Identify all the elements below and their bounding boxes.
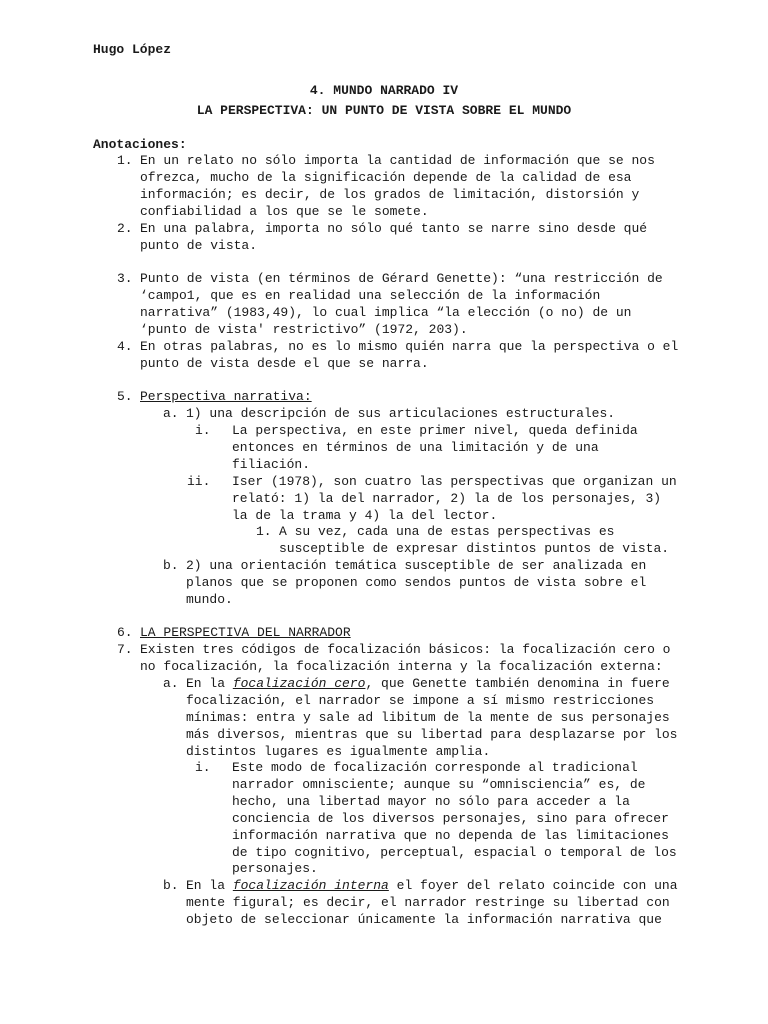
- list-number: 7.: [117, 642, 133, 657]
- list-item-line: confiabilidad a los que se le somete.: [140, 204, 429, 219]
- sublist-letter: a.: [163, 676, 179, 691]
- author-name: Hugo López: [93, 42, 172, 57]
- roman-item-line: información narrativa que no dependa de las limitaciones: [232, 828, 669, 843]
- list-number: 3.: [117, 271, 133, 286]
- sublist-letter: b.: [163, 878, 179, 893]
- term-focalizacion-interna: focalización interna: [232, 878, 389, 893]
- list-item-line: información; es decir, de los grados de limitación, distorsión y: [140, 187, 640, 202]
- roman-item-line: conciencia de los diversos personajes, sino para ofrecer: [232, 811, 669, 826]
- list-item-line: En otras palabras, no es lo mismo quién narra que la perspectiva o el: [140, 339, 679, 354]
- roman-item-line: entonces en términos de una limitación y de una: [232, 440, 599, 455]
- list-item-line: no focalización, la focalización interna y la focalización externa:: [140, 659, 663, 674]
- sublist-text: En la: [186, 676, 233, 691]
- sublist-line: planos que se proponen como sendos puntos de vista sobre el: [186, 575, 647, 590]
- roman-item-line: hecho, una libertad mayor no sólo para acceder a la: [232, 794, 630, 809]
- nested-number: 1.: [256, 524, 272, 539]
- list-item-line: punto de vista desde el que se narra.: [140, 356, 429, 371]
- list-number: 6.: [117, 625, 133, 640]
- list-item-line: En un relato no sólo importa la cantidad de información que se nos: [140, 153, 655, 168]
- roman-item-line: de tipo cognitivo, perceptual, espacial o temporal de los: [232, 845, 677, 860]
- sublist-line: objeto de seleccionar únicamente la información narrativa que: [186, 912, 662, 927]
- sublist-line: [186, 878, 678, 894]
- list-item-line: Existen tres códigos de focalización básicos: la focalización cero o: [140, 642, 671, 657]
- sublist-line: 2) una orientación temática susceptible de ser analizada en: [186, 558, 647, 573]
- roman-item-line: filiación.: [232, 457, 311, 472]
- list-number: 2.: [117, 221, 133, 236]
- sublist-letter: b.: [163, 558, 179, 573]
- roman-item-line: Este modo de focalización corresponde al tradicional: [232, 760, 638, 775]
- sublist-text: , que Genette también denomina in fuere: [365, 676, 670, 691]
- sublist-line: 1) una descripción de sus articulaciones estructurales.: [186, 406, 616, 421]
- list-item-line: punto de vista.: [140, 238, 258, 253]
- sublist-letter: a.: [163, 406, 179, 421]
- sublist-line: distintos lugares es igualmente amplia.: [186, 744, 491, 759]
- list-item-line: En una palabra, importa no sólo qué tanto se narre sino desde qué: [140, 221, 648, 236]
- list-item-line: ‘campo1, que es en realidad una selección de la información: [140, 288, 601, 303]
- sublist-line: mundo.: [186, 592, 233, 607]
- roman-item-line: narrador omnisciente; aunque su “omnisciencia” es, de: [232, 777, 646, 792]
- roman-numeral: i.: [195, 423, 211, 438]
- sublist-line: focalización, el narrador se impone a sí mismo restricciones: [186, 693, 655, 708]
- roman-item-line: la de la trama y 4) la del lector.: [232, 508, 498, 523]
- item-title-perspectiva-narrativa: Perspectiva narrativa:: [140, 389, 312, 404]
- document-subtitle: LA PERSPECTIVA: UN PUNTO DE VISTA SOBRE EL MUNDO: [196, 103, 572, 118]
- list-item-line: narrativa” (1983,49), lo cual implica “la elección (o no) de un: [140, 305, 632, 320]
- nested-item-line: susceptible de expresar distintos puntos de vista.: [279, 541, 670, 556]
- list-item-line: Punto de vista (en términos de Gérard Genette): “una restricción de: [140, 271, 663, 286]
- roman-numeral: i.: [195, 760, 211, 775]
- roman-item-line: relató: 1) la del narrador, 2) la de los personajes, 3): [232, 491, 662, 506]
- list-number: 4.: [117, 339, 133, 354]
- sublist-text: En la: [186, 878, 233, 893]
- sublist-line: [186, 676, 670, 692]
- list-item-line: ofrezca, mucho de la significación depende de la calidad de esa: [140, 170, 632, 185]
- sublist-line: mente figural; es decir, el narrador restringe su libertad con: [186, 895, 670, 910]
- roman-item-line: personajes.: [232, 861, 318, 876]
- list-number: 5.: [117, 389, 133, 404]
- item-title-perspectiva-narrador: LA PERSPECTIVA DEL NARRADOR: [140, 625, 351, 640]
- document-title: 4. MUNDO NARRADO IV: [309, 83, 459, 98]
- section-heading: Anotaciones:: [93, 137, 187, 152]
- sublist-line: más diversos, mientras que su libertad para desplazarse por los: [186, 727, 678, 742]
- list-number: 1.: [117, 153, 133, 168]
- roman-item-line: Iser (1978), son cuatro las perspectivas que organizan un: [232, 474, 677, 489]
- list-item-line: ‘punto de vista' restrictivo” (1972, 203).: [140, 322, 468, 337]
- sublist-line: mínimas: entra y sale ad libitum de la mente de sus personajes: [186, 710, 670, 725]
- term-focalizacion-cero: focalización cero: [232, 676, 366, 691]
- sublist-text: el foyer del relato coincide con una: [388, 878, 678, 893]
- roman-numeral: ii.: [187, 474, 211, 489]
- roman-item-line: La perspectiva, en este primer nivel, queda definida: [232, 423, 638, 438]
- nested-item-line: A su vez, cada una de estas perspectivas es: [279, 524, 615, 539]
